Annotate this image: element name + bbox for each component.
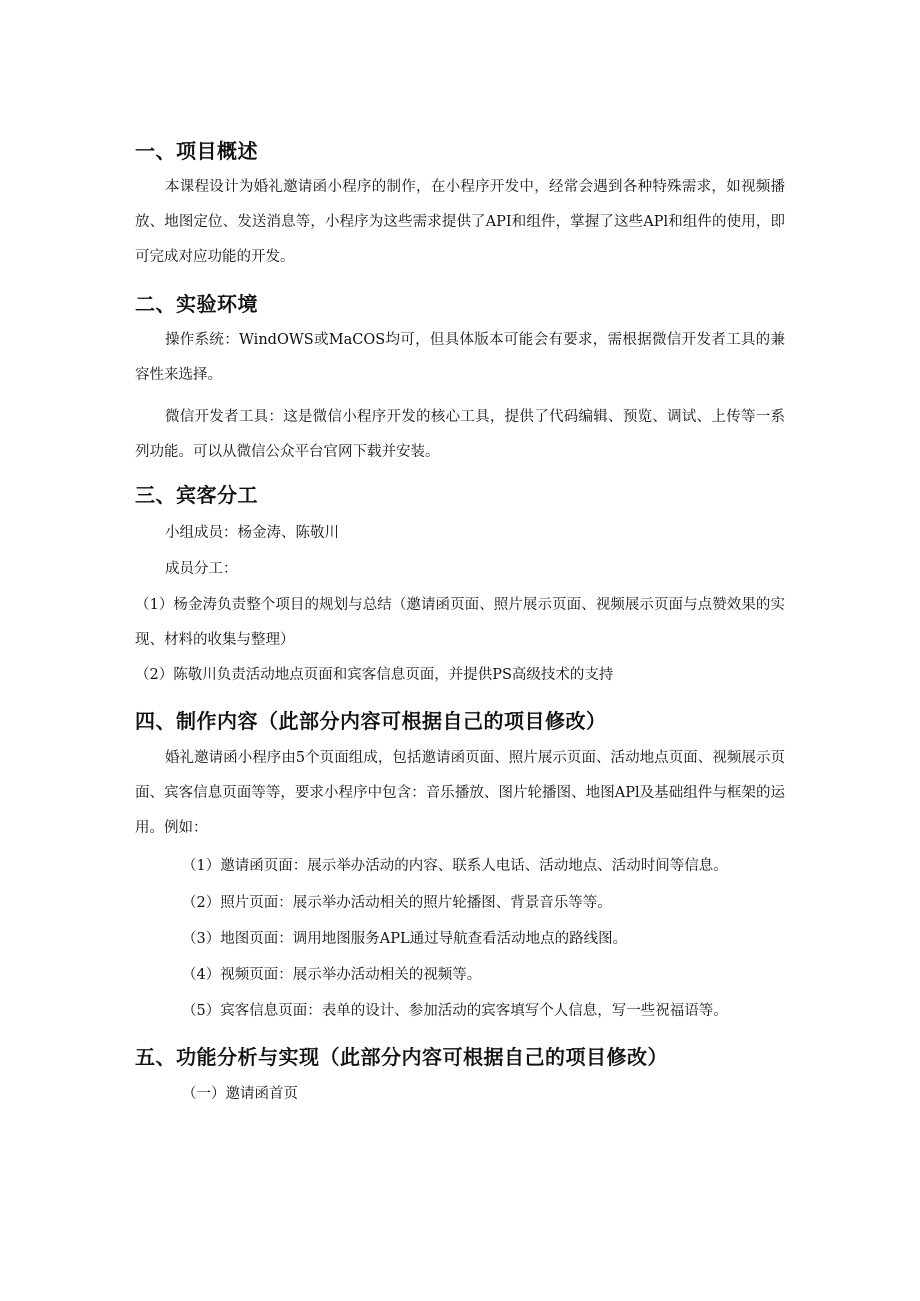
subsection-invitation-home: （一）邀请函首页 (182, 1086, 298, 1102)
content-item-1: （1）邀请函页面：展示举办活动的内容、联系人电话、活动地点、活动时间等信息。 (182, 858, 728, 874)
content-item-2: （2）照片页面：展示举办活动相关的照片轮播图、背景音乐等等。 (182, 895, 612, 911)
paragraph-devtools: 微信开发者工具：这是微信小程序开发的核心工具，提供了代码编辑、预览、调试、上传等一系列功能。可以从微信公众平台官网下载并安装。 (135, 409, 785, 460)
content-item-5: （5）宾客信息页面：表单的设计、参加活动的宾客填写个人信息，写一些祝福语等。 (182, 1003, 728, 1019)
section-heading-content: 四、制作内容（此部分内容可根据自己的项目修改） (135, 709, 607, 733)
section-heading-environment: 二、实验环境 (135, 292, 258, 316)
division-item-1: （1）杨金涛负责整个项目的规划与总结（邀请函页面、照片展示页面、视频展示页面与点赞效果的实现、材料的收集与整理） (135, 597, 785, 648)
content-item-4: （4）视频页面：展示举办活动相关的视频等。 (182, 967, 482, 983)
section-heading-division: 三、宾客分工 (135, 483, 258, 507)
group-members: 小组成员：杨金涛、陈敬川 (165, 525, 339, 541)
section-heading-analysis: 五、功能分析与实现（此部分内容可根据自己的项目修改） (135, 1045, 668, 1069)
paragraph-overview: 本课程设计为婚礼邀请函小程序的制作，在小程序开发中，经常会遇到各种特殊需求，如视频播放、地图定位、发送消息等，小程序为这些需求提供了API和组件，掌握了这些APl和组件的使用，即可完成对应功能的开发。 (135, 179, 785, 265)
section-heading-overview: 一、项目概述 (135, 139, 258, 163)
content-item-3: （3）地图页面：调用地图服务APL通过导航查看活动地点的路线图。 (182, 931, 628, 947)
division-item-2: （2）陈敬川负责活动地点页面和宾客信息页面，并提供PS高级技术的支持 (135, 667, 614, 683)
paragraph-content: 婚礼邀请函小程序由5个页面组成，包括邀请函页面、照片展示页面、活动地点页面、视频展示页面、宾客信息页面等等，要求小程序中包含：音乐播放、图片轮播图、地图APl及基础组件与框架的运用。例如： (135, 750, 785, 836)
member-division-label: 成员分工： (165, 561, 238, 577)
paragraph-os: 操作系统：WindOWS或MaCOS均可，但具体版本可能会有要求，需根据微信开发者工具的兼容性来选择。 (135, 332, 785, 383)
